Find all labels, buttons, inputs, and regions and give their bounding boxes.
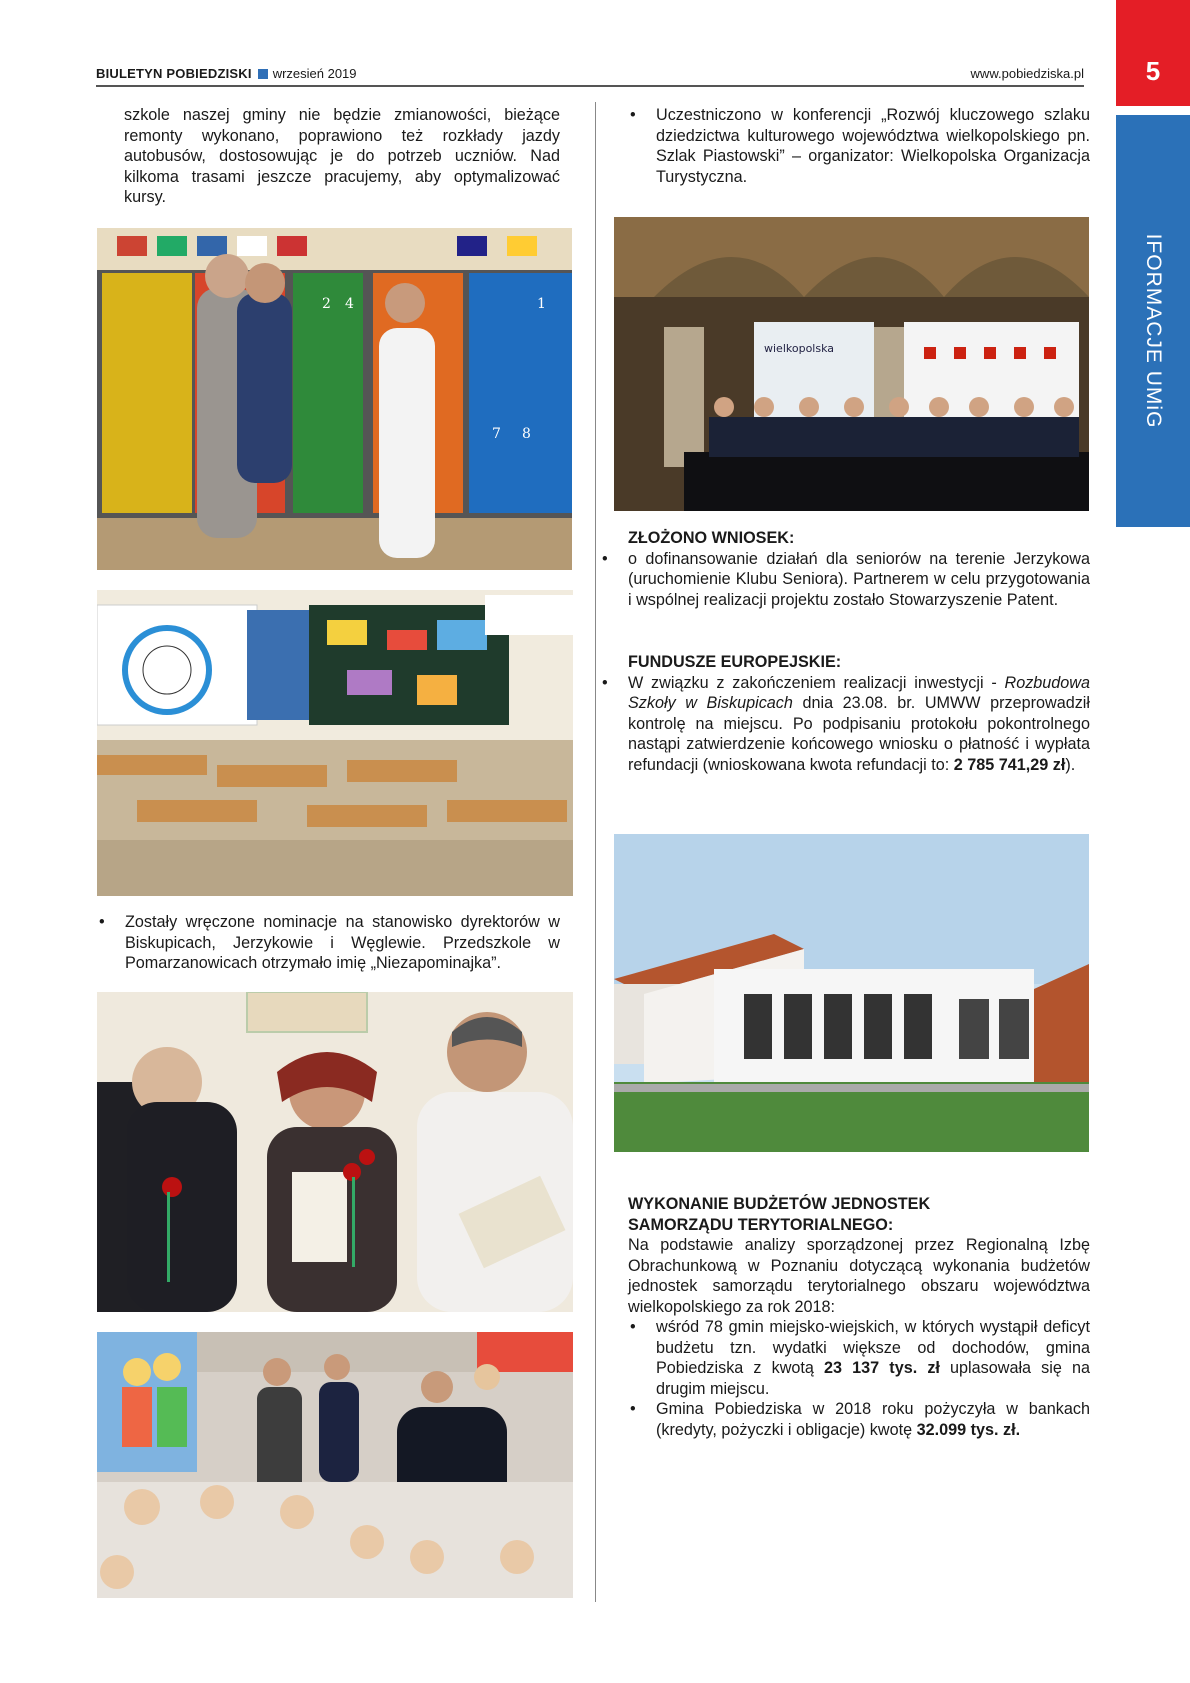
budget-list xyxy=(628,1317,1090,1440)
project-name: Rozbudowa Szkoły w Biskupicach xyxy=(628,673,1090,712)
locker-number: 2 xyxy=(322,296,331,312)
conference-block xyxy=(628,105,1090,187)
list-item: • o dofinansowanie działań dla seniorów na terenie Jerzykowa (uruchomienie Klubu Seniora). Partnerem w celu przygotowania i wspólnej realizacji projektu zostało Stowarzyszenie Patent. xyxy=(600,549,1090,611)
budget-item1-after: uplasowała się na drugim miejscu. xyxy=(656,1359,1090,1398)
photo-award-recipients xyxy=(97,992,573,1312)
nominations-block xyxy=(97,912,560,974)
budget-heading-2: SAMORZĄDU TERYTORIALNEGO: xyxy=(628,1215,894,1234)
eu-funds-list xyxy=(600,673,1090,776)
application-block xyxy=(628,528,1090,610)
header-square-icon xyxy=(258,69,268,79)
photo-conference xyxy=(614,217,1089,511)
eu-text-after: dnia 23.08. br. UMWW przeprowadził kontrolę na miejscu. Po podpisaniu protokołu pokontrolnego nastąpi zatwierdzenie końcowego wniosku o płatność i wypłata refundacji (wnioskowana kwota refundacji to: xyxy=(628,694,1090,774)
locker-number: 4 xyxy=(345,296,354,312)
application-list xyxy=(600,549,1090,611)
page-number-tab xyxy=(1116,0,1190,106)
locker-number: 8 xyxy=(522,426,531,442)
conference-list xyxy=(628,105,1090,187)
photo-classroom xyxy=(97,590,573,896)
website-url: www.pobiedziska.pl xyxy=(970,66,1084,81)
eu-text-before: W związku z zakończeniem realizacji inwestycji - xyxy=(628,673,997,692)
section-title: IFORMACJE UMiG xyxy=(1142,233,1165,429)
page-number: 5 xyxy=(1145,56,1161,86)
list-item: • Uczestniczono w konferencji „Rozwój kluczowego szlaku dziedzictwa kulturowego województwa wielkopolskiego pn. Szlak Piastowski” – organizator: Wielkopolska Organizacja Turystyczna. xyxy=(628,105,1090,187)
loan-amount: 32.099 tys. zł. xyxy=(916,1420,1021,1439)
budget-item1-before: wśród 78 gmin miejsko-wiejskich, w których wystąpił deficyt budżetu tzn. wydatki większe od dochodów, gmina Pobiedziska z kwotą xyxy=(656,1318,1090,1377)
eu-closing: ). xyxy=(1065,755,1076,774)
list-item: • Zostały wręczone nominacje na stanowisko dyrektorów w Biskupicach, Jerzykowie i Węglewie. Przedszkole w Pomarzanowicach otrzymało imię „Niezapominajka”. xyxy=(97,912,560,974)
photo-preschool-ceremony xyxy=(97,1332,573,1598)
photo-school-building xyxy=(614,834,1089,1152)
section-tab xyxy=(1116,115,1190,527)
nominations-list xyxy=(97,912,560,974)
budget-block xyxy=(628,1194,1090,1440)
locker-number: 7 xyxy=(492,426,501,442)
list-item xyxy=(600,673,1090,776)
deficit-amount: 23 137 tys. zł xyxy=(824,1359,940,1377)
intro-paragraph xyxy=(124,105,560,208)
list-item xyxy=(628,1399,1090,1440)
application-heading: ZŁOŻONO WNIOSEK: xyxy=(628,529,795,547)
budget-heading-1: WYKONANIE BUDŻETÓW JEDNOSTEK xyxy=(628,1195,931,1213)
intro-text: szkole naszej gminy nie będzie zmianowości, bieżące remonty wykonano, poprawiono też rozkłady jazdy autobusów, dostosowując je do potrzeb uczniów. Nad kilkoma trasami jeszcze pracujemy, aby optymalizować kursy. xyxy=(124,106,560,206)
publication-info xyxy=(96,66,357,81)
photo-school-lockers xyxy=(97,228,572,570)
banner-text: wielkopolska xyxy=(764,342,835,355)
budget-item2-before: Gmina Pobiedziska w 2018 roku pożyczyła w bankach (kredyty, pożyczki i obligacje) kwotę xyxy=(656,1400,1090,1439)
running-header xyxy=(96,63,1084,85)
locker-number: 1 xyxy=(537,296,546,312)
eu-funds-heading: FUNDUSZE EUROPEJSKIE: xyxy=(628,653,842,671)
header-rule xyxy=(96,85,1084,87)
eu-funds-block xyxy=(628,652,1090,775)
refund-amount: 2 785 741,29 zł xyxy=(953,755,1066,774)
column-divider xyxy=(595,102,596,1602)
issue-date: wrzesień 2019 xyxy=(272,66,357,81)
list-item xyxy=(628,1317,1090,1399)
publication-title: BIULETYN POBIEDZISKI xyxy=(96,66,252,81)
budget-intro: Na podstawie analizy sporządzonej przez Regionalną Izbę Obrachunkową w Poznaniu dotyczącą wykonania budżetów jednostek samorządu terytorialnego obszaru województwa wielkopolskiego za rok 2018: xyxy=(628,1236,1090,1316)
